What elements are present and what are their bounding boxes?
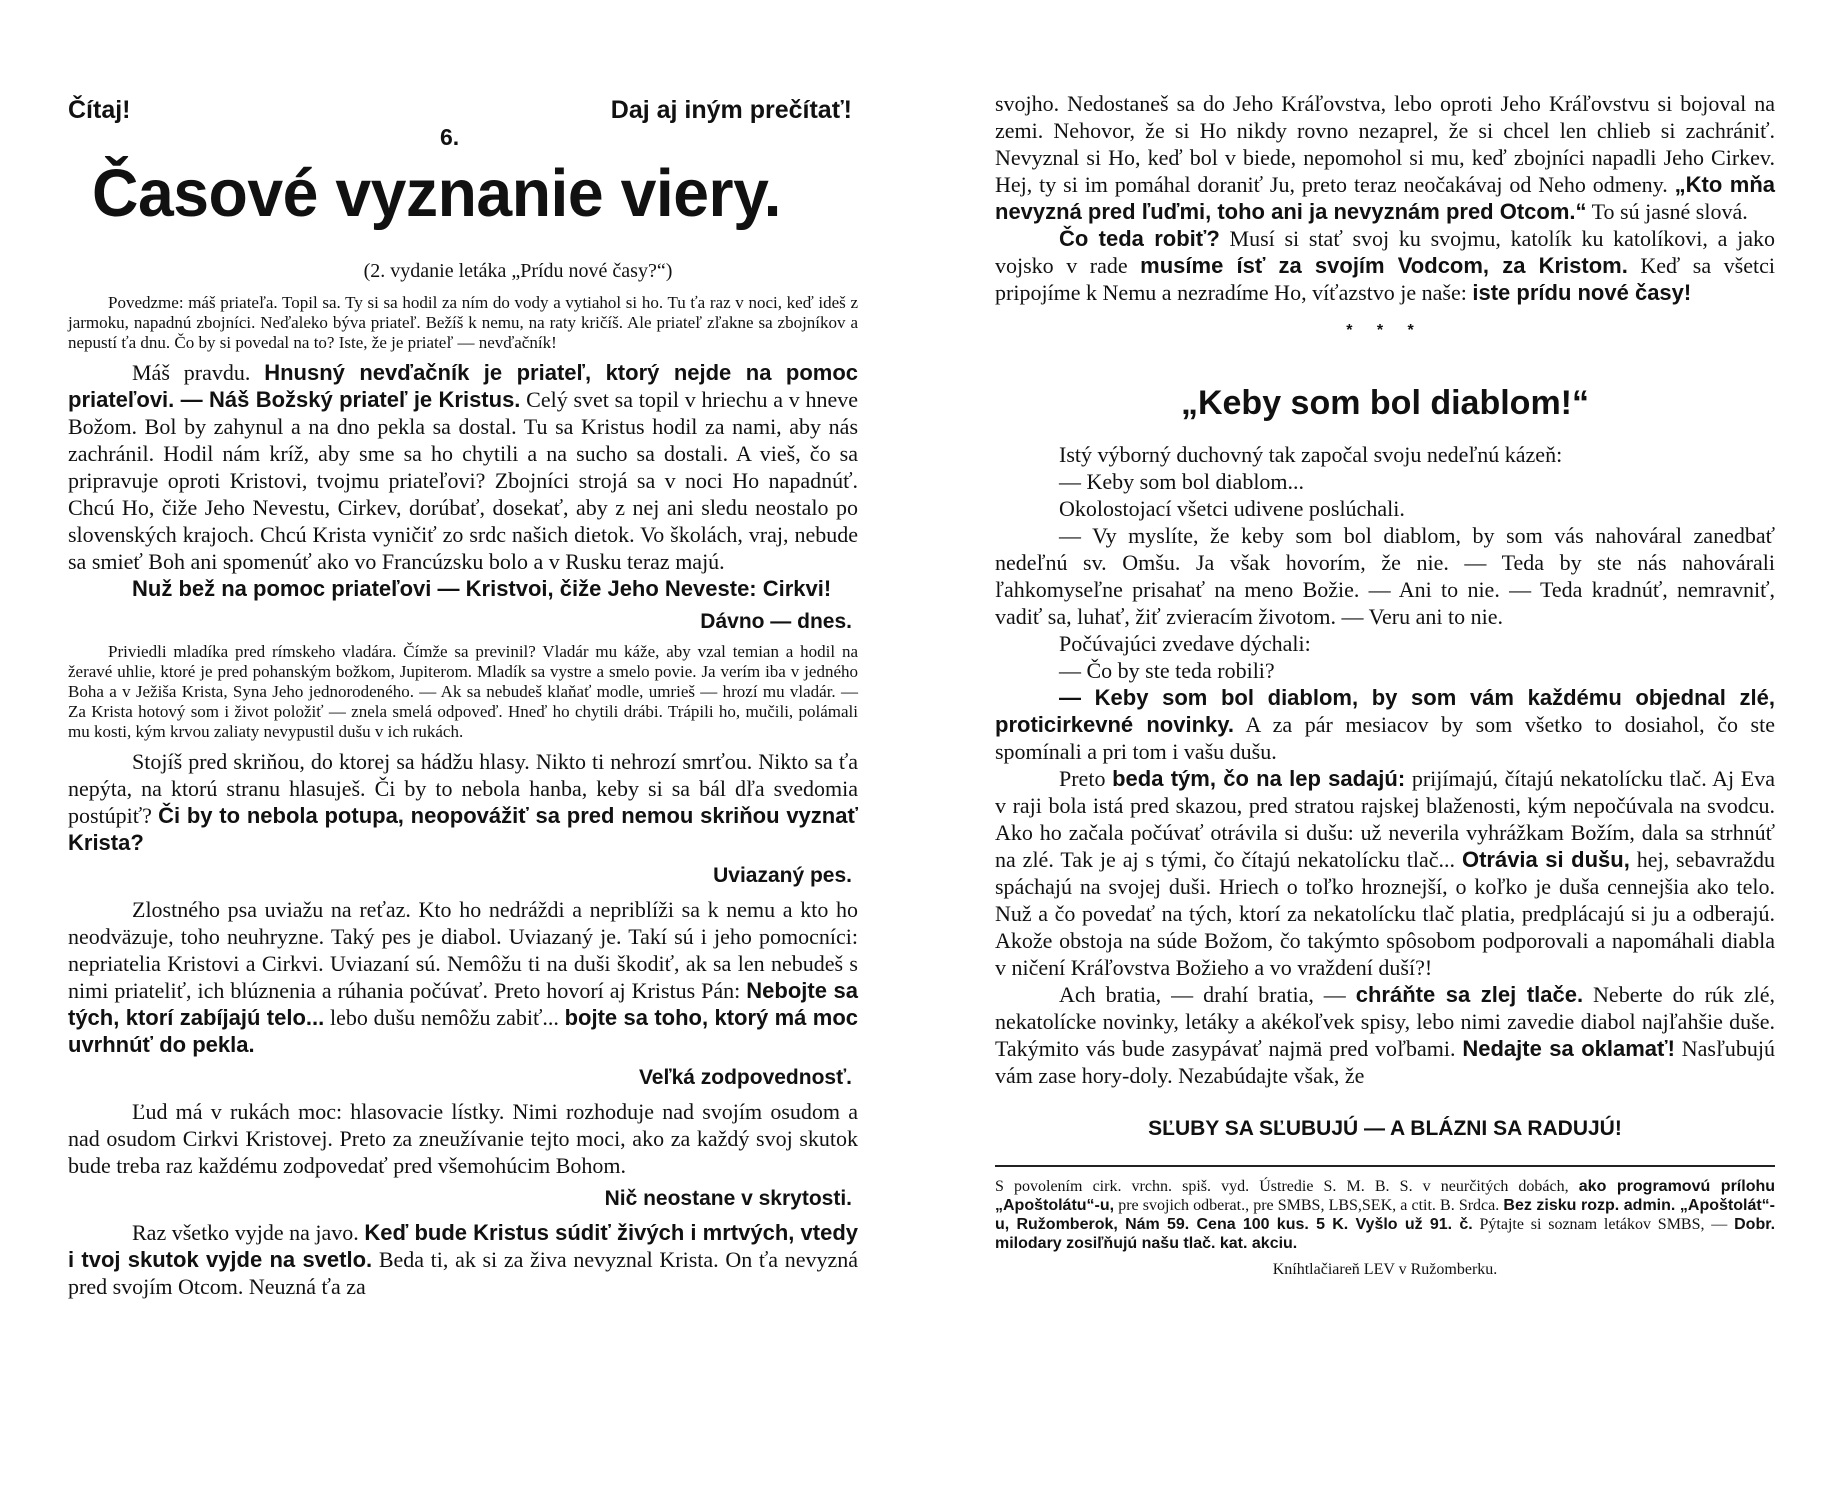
text-run: hej, sebavraždu spáchajú na svojej duši. Hriech o toľko hroznejší, o koľko je duša cennejšia ako telo. Nuž a čo povedať na tých, ktorí za nekatolícku tlač platia, predplácajú si ju a odberajú. Akože obstoja na súde Božom, čo takýmto spôsobom podporovali a napomáhali diabla v ničení Kráľovstva Božieho a vo vraždení duší?!: [995, 847, 1776, 980]
bold-run: Čo teda robiť?: [1059, 226, 1220, 251]
paragraph-call: [68, 575, 858, 602]
section-heading-skrytost: Nič neostane v skrytosti.: [604, 1187, 852, 1210]
text-run: S povolením cirk. vrchn. spiš. vyd. Ústredie S. M. B. S. v neurčitých dobách,: [995, 1178, 1569, 1195]
main-title: Časové vyznanie viery.: [92, 156, 782, 231]
text-run: Keď sa všetci pripojíme k Nemu a nezradíme Ho, víťazstvo je naše:: [995, 253, 1775, 305]
text-run: Beda ti, ak si za živa nevyznal Krista. On ťa nevyzná pred svojím Otcom. Neuzná ťa za: [68, 1247, 858, 1299]
section-heading-uviazany-pes: Uviazaný pes.: [713, 864, 852, 887]
text-run: To sú jasné slová.: [1591, 199, 1748, 224]
paragraph-sermon: Istý výborný duchovný tak započal svoju nedeľnú kázeň:: [1059, 442, 1563, 467]
paragraph-dog: [68, 896, 858, 1058]
intro-paragraph: Povedzme: máš priateľa. Topil sa. Ty si sa hodil za ním do vody a vytiahol si ho. Tu ťa raz v noci, keď ideš z jarmoku, napadnú zbojníci. Neďaleko býva priateľ. Bežíš k nemu, na raty kričíš. Ale priateľ zľakne sa zbojníkov a nepustí ťa dnu. Čo by si povedal na to? Iste, že je priateľ — nevďačník!: [68, 293, 858, 352]
article-title: „Keby som bol diablom!“: [1180, 384, 1590, 422]
bold-run: ako programovú prílohu „Apoštolátu“-u,: [995, 1178, 1776, 1214]
text-run: Pýtajte si soznam letákov SMBS, —: [1479, 1216, 1728, 1233]
text-run: Celý svet sa topil v hriechu a v hneve Božom. Bol by zahynul a na dno pekla sa dostal. Tu sa Kristus hodil za nami, aby nás zachránil. Hodil nám kríž, aby sme sa ho chytili a na sucho sa dostali. A vieš, čo sa pripravuje oproti Kristovi, tvojmu priateľovi? Zbojníci strojá sa v noci Ho napadnúť. Chcú Ho, čiže Jeho Nevestu, Cirkev, dorúbať, dosekať, aby z nej ani sledu neostalo po slovenských krajoch. Chcú Krista vyničiť zo srdc našich dietok. Vo školách, vraj, nebude sa smieť Boh ani spomenúť ako vo Francúzsku bolo a v Rusku teraz majú.: [68, 387, 858, 574]
text-run: Stojíš pred skriňou, do ktorej sa hádžu hlasy. Nikto ti nehrozí smrťou. Nikto sa ťa nepýta, na ktorú stranu hlasuješ. Či by to nebola hanba, keby si sa bál dľa svedomia postúpiť?: [68, 749, 858, 828]
dialogue-line: — Čo by ste teda robili?: [1059, 658, 1275, 683]
bold-run: chráňte sa zlej tlače.: [1355, 982, 1584, 1007]
bold-run: musíme ísť za svojím Vodcom, za Kristom.: [1140, 253, 1628, 278]
bold-run: Nuž bež na pomoc priateľovi — Kristvoi, čiže Jeho Neveste: Cirkvi!: [132, 576, 832, 601]
bold-run: Či by to nebola potupa, neopovážiť sa pred nemou skriňou vyznať Krista?: [68, 803, 858, 855]
paragraph-bad-press: [995, 765, 1775, 981]
bold-run: Bez zisku rozp. admin. „Apoštolát“-u, Ružomberok, Nám 59. Cena 100 kus. 5 K. Vyšlo už 91. č.: [995, 1197, 1776, 1233]
text-run: Raz všetko vyjde na javo.: [132, 1220, 359, 1245]
text-run: Máš pravdu.: [132, 360, 251, 385]
text-run: Preto: [1059, 766, 1106, 791]
text-run: Nasľubujú vám zase hory-doly. Nezabúdajte však, že: [995, 1036, 1776, 1088]
page-number: 6.: [440, 124, 460, 150]
header-left-text: Čítaj!: [68, 96, 131, 124]
text-run: Zlostného psa uviažu na reťaz. Kto ho nedráždi a nepriblíži sa k nemu a kto ho neodväzuje, toho neuhryzne. Taký pes je diabol. Uviazaný je. Takí sú i jeho pomocníci: nepriatelia Kristovi a Cirkvi. Uviazaní sú. Nemôžu ti na duši škodiť, ak sa len nebudeš s nimi priateliť, ich blúznenia a rúhania počúvať. Preto hovorí aj Kristus Pán:: [68, 897, 858, 1003]
printer-imprint: Kníhtlačiareň LEV v Ružomberku.: [1272, 1261, 1498, 1278]
bold-run: Keď bude Kristus súdiť živých i mrtvých, vtedy i tvoj skutok vyjde na svetlo.: [68, 1220, 858, 1272]
text-run: lebo dušu nemôžu zabiť...: [329, 1005, 559, 1030]
right-column: [995, 90, 1775, 1279]
slogan: SĽUBY SA SĽUBUJÚ — A BLÁZNI SA RADUJÚ!: [1148, 1117, 1622, 1140]
paragraph-listeners: Okolostojací všetci udivene poslúchali.: [1059, 496, 1405, 521]
paragraph-responsibility: Ľud má v rukách moc: hlasovacie lístky. Nimi rozhoduje nad svojím osudom a nad osudom Cirkvi Kristovej. Preto za zneužívanie tejto moci, ako za každý svoj skutok bude treba raz každému zodpovedať pred všemohúcim Bohom.: [68, 1099, 858, 1178]
text-run: Ach bratia, — drahí bratia, —: [1059, 982, 1346, 1007]
bold-run: „Kto mňa nevyzná pred ľuďmi, toho ani ja nevyznám pred Otcom.“: [995, 172, 1776, 224]
bold-run: beda tým, čo na lep sadajú:: [1112, 766, 1406, 791]
bold-run: Nedajte sa oklamať!: [1462, 1036, 1675, 1061]
header-right-text: Daj aj iným prečítať!: [610, 96, 852, 124]
section-divider-stars: * * *: [1346, 322, 1424, 339]
paragraph-judgement: [68, 1219, 858, 1300]
section-heading-zodpovednost: Veľká zodpovednosť.: [638, 1066, 852, 1089]
paragraph-listeners-2: Počúvajúci zvedave dýchali:: [1059, 631, 1311, 656]
text-run: svojho. Nedostaneš sa do Jeho Kráľovstva, lebo oproti Jeho Kráľovstvu si bojoval na zemi. Nehovor, že si Ho nikdy rovno nezaprel, že si chcel len chlieb si zachrániť. Nevyznal si Ho, keď bol v biede, nepomohol si mu, keď zbojníci napadli Jeho Cirkev. Hej, ty si im pomáhal doraniť Ju, preto teraz neočakávaj od Neho odmeny.: [995, 91, 1775, 197]
publication-footer: [995, 1177, 1775, 1253]
footer-divider: [995, 1165, 1775, 1167]
bold-run: bojte sa toho, ktorý má moc uvrhnúť do pekla.: [68, 1005, 859, 1057]
bold-run: Otrávia si dušu,: [1461, 847, 1630, 872]
text-run: Neberte do rúk zlé, nekatolícke novinky, letáky a akékoľvek spisy, lebo nimi zavedie diabol najľahšie duše. Takýmito vás bude zasypávať najmä pred voľbami.: [995, 982, 1775, 1061]
section-heading-davno: Dávno — dnes.: [700, 610, 852, 633]
text-run: Musí si stať svoj ku svojmu, katolík ku katolíkovi, a jako vojsko v rade: [995, 226, 1775, 278]
bold-run: iste prídu nové časy!: [1472, 280, 1692, 305]
leaflet-header: [68, 90, 858, 150]
paragraph-ballot: [68, 748, 858, 856]
text-run: A za pár mesiacov by som všetko to dosiahol, čo ste spomínali a pri tom i vašu dušu.: [995, 712, 1775, 764]
bold-run: Nebojte sa tých, ktorí zabíjajú telo...: [68, 978, 858, 1030]
bold-run: Dobr. milodary zosiľňujú našu tlač. kat. akciu.: [995, 1216, 1776, 1252]
bold-run: Hnusný nevďačník je priateľ, ktorý nejde na pomoc priateľovi. — Náš Božský priateľ je Kristus.: [68, 360, 859, 412]
subtitle: (2. vydanie letáka „Prídu nové časy?“): [363, 260, 673, 282]
dialogue-line: — Vy myslíte, že keby som bol diablom, by som vás nahováral zanedbať nedeľnú sv. Omšu. Ja však hovorím, že nie. — Teda by ste nás nahovárali ľahkomyseľne prisahať na meno Božie. — Ani to nie. — Teda kradnúť, nemravniť, vadiť sa, luhať, žiť zvieracím životom. — Veru ani to nie.: [995, 523, 1775, 629]
dialogue-answer: [995, 684, 1775, 765]
paragraph-continuation: [995, 90, 1775, 225]
paragraph-friend: [68, 359, 858, 575]
paragraph-martyr: Priviedli mladíka pred rímskeho vladára. Čímže sa previnil? Vladár mu káže, aby vzal temian a hodil na žeravé uhlie, ktoré je pred pohanským božkom, Jupiterom. Mladík sa vystre a smelo povie. Ja verím iba v jedného Boha a v Ježiša Krista, Syna Jeho jednorodeného. — Ak sa nebudeš klaňať modle, umrieš — hrozí mu vladár. — Za Krista hotový som i život položiť — znela smelá odpoveď. Hneď ho chytili drábi. Trápili ho, mučili, polámali mu kosti, kým krvou zaliaty nevypustil dušu v ich rukách.: [68, 642, 858, 741]
dialogue-line: — Keby som bol diablom...: [1059, 469, 1305, 494]
left-column: [68, 90, 858, 1300]
paragraph-what-to-do: [995, 225, 1775, 306]
text-run: pre svojich odberat., pre SMBS, LBS,SEK, a ctit. B. Srdca.: [1118, 1197, 1500, 1214]
paragraph-brothers: [995, 981, 1775, 1089]
text-run: prijímajú, čítajú nekatolícku tlač. Aj Eva v raji bola istá pred skazou, pred stratou rajskej blaženosti, kým nepočúvala na svodcu. Ako ho začala počúvať otrávila si dušu: už neverila vyhrážkam Božím, dala sa strhnúť na zlé. Tak je aj s tými, čo čítajú nekatolícku tlač...: [995, 766, 1775, 872]
bold-run: — Keby som bol diablom, by som vám každému objednal zlé, proticirkevné novinky.: [995, 685, 1775, 737]
